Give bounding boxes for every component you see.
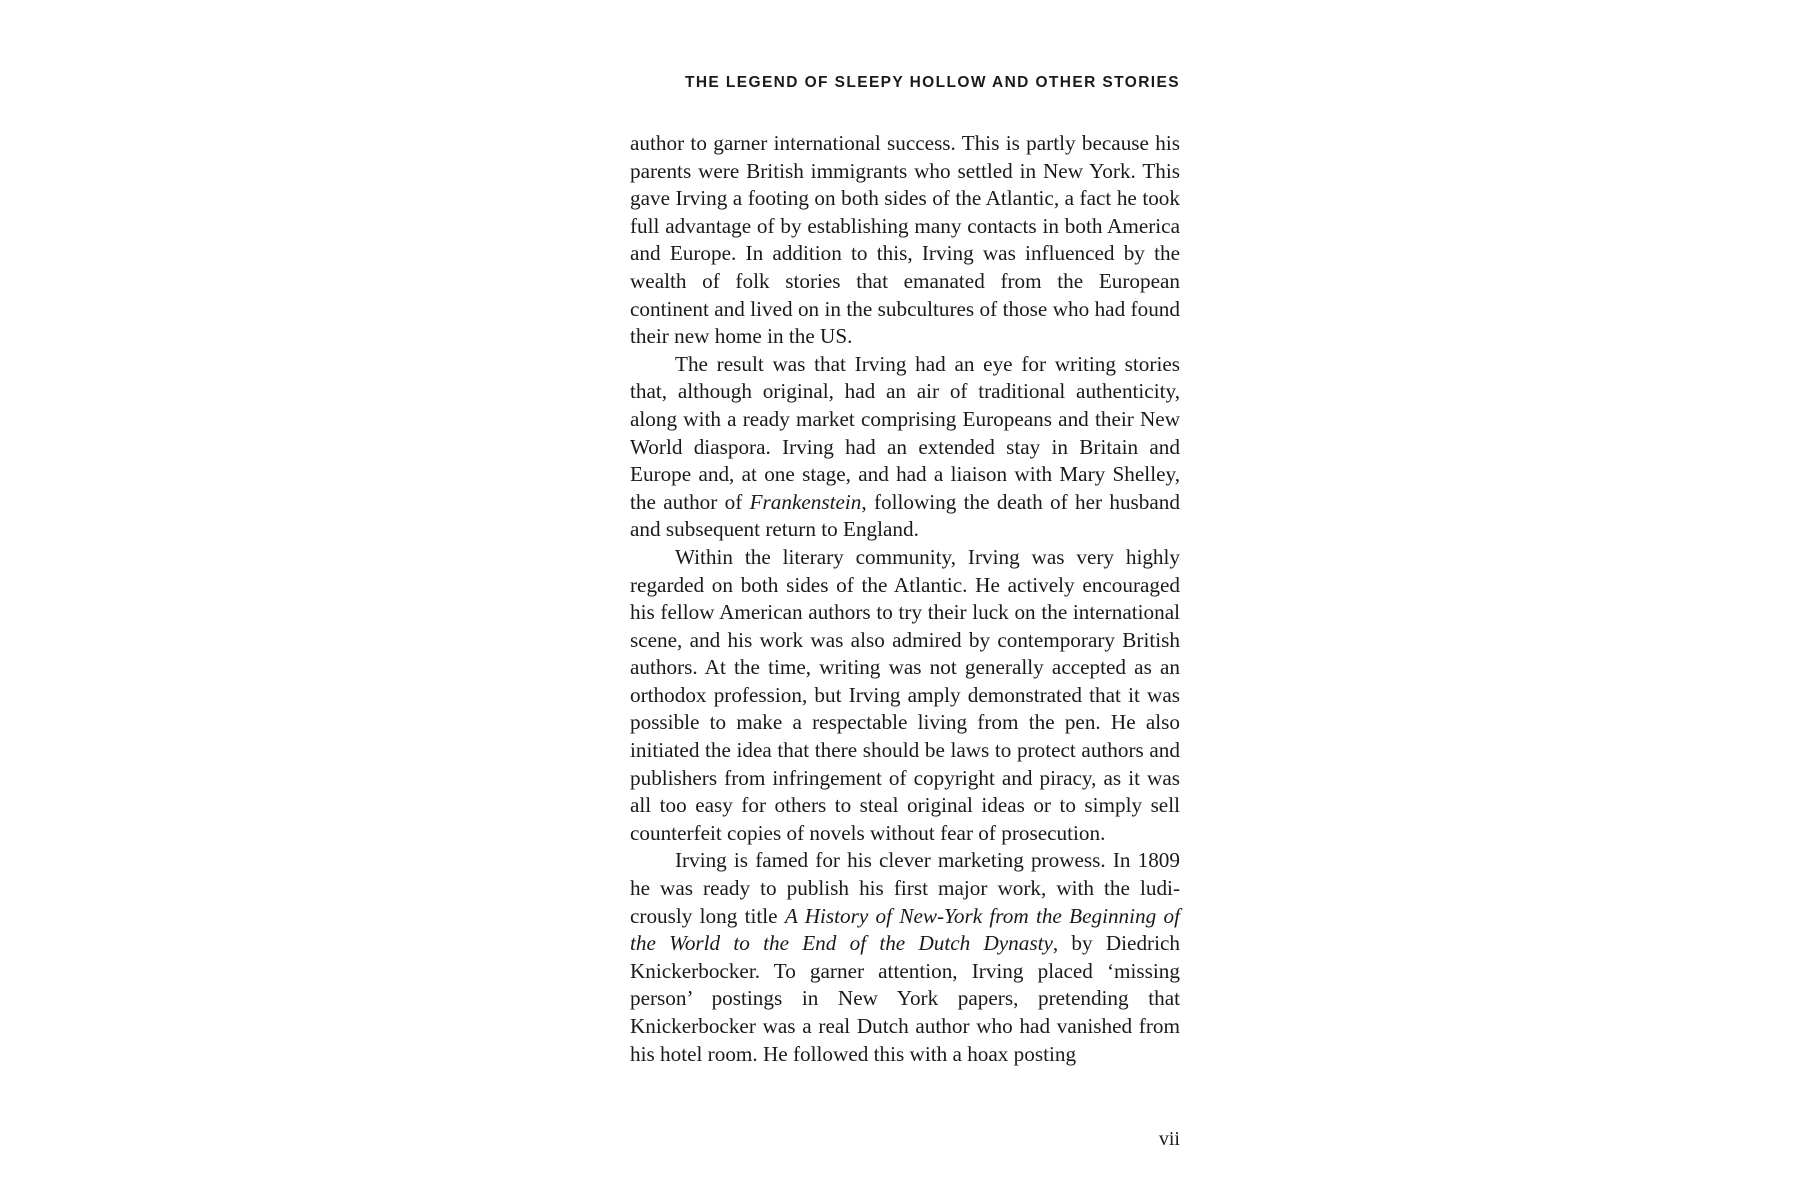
text-run: , following the death of her husband and subsequent return to England. xyxy=(630,489,1180,542)
body-text xyxy=(630,130,1180,1068)
text-run: , by Diedrich Knickerbocker. To garner attention, Irving placed ‘missing person’ postings in New York papers, pretending that Knickerbocker was a real Dutch author who had vanished from his hotel room. He followed this with a hoax posting xyxy=(630,931,1180,1066)
text-run: The result was that Irving had an eye for writing stories that, although original, had an air of traditional authenticity, along with a ready market comprising Europeans and their New World diaspora. Irving had an extended stay in Britain and Europe and, at one stage, and had a liaison with Mary Shelley, the author of xyxy=(630,351,1180,514)
text-run: author to garner international success. This is partly because his parents were British immigrants who settled in New York. This gave Irving a footing on both sides of the Atlantic, a fact he took full advantage of by establishing many contacts in both America and Europe. In addition to this, Irving was influenced by the wealth of folk stories that emanated from the European continent and lived on in the subcultures of those who had found their new home in the US. xyxy=(630,131,1180,349)
running-head: THE LEGEND OF SLEEPY HOLLOW AND OTHER STORIES xyxy=(684,74,1180,91)
paragraph xyxy=(630,351,1180,544)
italic-title: A History of New-York from the Beginning of the World to the End of the Dutch Dynasty xyxy=(630,903,1180,956)
book-page xyxy=(630,0,1180,1200)
text-run: Within the literary community, Irving was very highly regarded on both sides of the Atlantic. He actively encouraged his fellow American authors to try their luck on the international scene, and his work was also admired by contemporary British authors. At the time, writing was not generally accepted as an orthodox profession, but Irving amply demonstrated that it was possible to make a respectable living from the pen. He also initiated the idea that there should be laws to protect authors and publishers from infringement of copyright and piracy, as it was all too easy for others to steal original ideas or to simply sell counterfeit copies of novels without fear of prosecution. xyxy=(630,544,1180,845)
italic-title: Frankenstein xyxy=(749,489,862,514)
page-number: vii xyxy=(1158,1128,1180,1150)
paragraph xyxy=(630,847,1180,1068)
paragraph xyxy=(630,130,1180,351)
text-run: Irving is famed for his clever marketing prowess. In 1809 he was ready to publish his first major work, with the ludicrously long title xyxy=(630,848,1180,928)
paragraph xyxy=(630,544,1180,848)
